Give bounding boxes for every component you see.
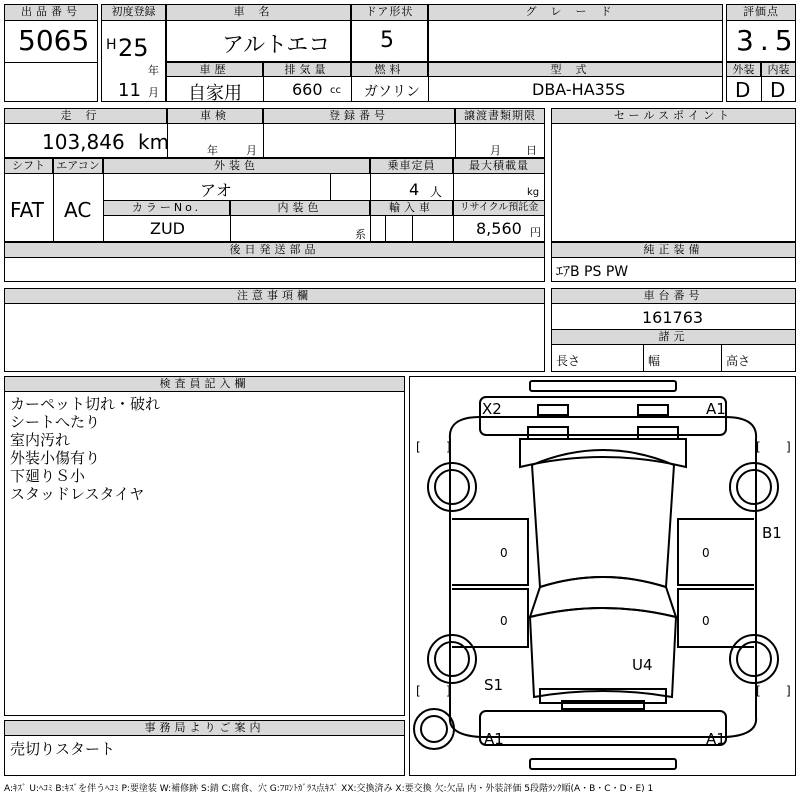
- car-name-value: アルトエコ: [222, 33, 331, 58]
- int-color-header: 内装色: [230, 200, 370, 216]
- first-reg-header: 初度登録: [101, 4, 166, 21]
- kg-unit: kg: [527, 187, 540, 198]
- lot-number-value: 5065: [18, 24, 90, 57]
- svg-text:]: ]: [446, 684, 451, 698]
- mark-bumper-right: A1: [706, 730, 726, 748]
- max-load-header: 最大積載量: [453, 158, 545, 174]
- lot-number-divider: [4, 62, 98, 63]
- recycle-value: 8,560: [476, 219, 522, 238]
- svg-text:[: [: [756, 684, 761, 698]
- aircon-value: AC: [64, 198, 92, 222]
- capacity-header: 乗車定員: [370, 158, 453, 174]
- office-header: 事務局よりご案内: [4, 720, 405, 736]
- sales-point-box: [551, 108, 796, 242]
- inspector-note: シートへたり: [10, 413, 101, 431]
- color-no-header: カラーNo.: [103, 200, 230, 216]
- mark-right-side: B1: [762, 524, 782, 542]
- svg-text:0: 0: [702, 546, 710, 560]
- divider: [230, 216, 231, 242]
- ext-color-value: アオ: [200, 181, 232, 200]
- legend: A:ｷｽﾞ U:ﾍｺﾐ B:ｷｽﾞを伴うﾍｺﾐ P:要塗装 W:補修跡 S:錆 C:腐食、穴 G:ﾌﾛﾝﾄｶﾞﾗｽ点ｷｽﾞ XX:交換済み X:要交換 欠:欠品 内・外装評価 5段階ﾗﾝｸ順(A・B・C・D・E) 1: [4, 784, 654, 794]
- recycle-header: リサイクル預託金: [453, 200, 545, 216]
- mark-front-right: A1: [706, 400, 726, 418]
- specs-header: 諸元: [551, 329, 796, 345]
- width-label: 幅: [648, 354, 661, 368]
- inspector-note: スタッドレスタイヤ: [10, 485, 145, 503]
- mark-bumper-left: A1: [484, 730, 504, 748]
- svg-text:[: [: [416, 684, 421, 698]
- divider: [385, 216, 386, 242]
- yen-unit: 円: [530, 226, 541, 239]
- inspector-notes-list: [10, 395, 160, 503]
- svg-text:]: ]: [786, 684, 791, 698]
- later-parts-header: 後日発送部品: [4, 242, 545, 258]
- divider: [428, 77, 429, 102]
- genuine-equip-value: ｴｱB PS PW: [556, 264, 629, 280]
- month-unit: 月: [148, 86, 159, 99]
- svg-text:0: 0: [500, 614, 508, 628]
- divider: [370, 216, 371, 242]
- divider: [721, 345, 722, 372]
- svg-text:0: 0: [500, 546, 508, 560]
- displacement-header: 排気量: [263, 62, 351, 77]
- inspection-year-unit: 年: [207, 144, 218, 157]
- mileage-header: 走行: [4, 108, 167, 124]
- score-header: 評価点: [726, 4, 796, 21]
- height-label: 高さ: [726, 354, 751, 368]
- aircon-header: エアコン: [53, 158, 103, 174]
- ext-color-header: 外装色: [103, 158, 370, 174]
- svg-text:0: 0: [702, 614, 710, 628]
- divider: [643, 345, 644, 372]
- history-header: 車歴: [166, 62, 263, 77]
- year-unit: 年: [148, 64, 159, 77]
- lot-number-header: 出品番号: [4, 4, 98, 21]
- door-header: ドア形状: [351, 4, 428, 21]
- mark-rear-left: S1: [484, 676, 504, 694]
- office-note: 売切りスタート: [10, 740, 116, 758]
- genuine-equip-header: 純正装備: [551, 242, 796, 258]
- divider: [330, 174, 331, 200]
- length-label: 長さ: [556, 354, 581, 368]
- inspector-note: 室内汚れ: [10, 431, 71, 449]
- kei-unit: 系: [355, 228, 366, 241]
- era-value: H: [106, 37, 117, 53]
- shift-value: FAT: [10, 198, 45, 222]
- interior-grade-value: D: [770, 78, 786, 102]
- divider: [412, 216, 413, 242]
- chassis-value: 161763: [642, 308, 704, 327]
- car-diagram-svg: [410, 377, 795, 775]
- inspection-header: 車検: [167, 108, 263, 124]
- svg-text:]: ]: [786, 440, 791, 454]
- transfer-day-unit: 日: [526, 144, 537, 157]
- inspector-note: カーペット切れ・破れ: [10, 395, 161, 413]
- inspector-note: 外装小傷有り: [10, 449, 101, 467]
- divider: [351, 77, 352, 102]
- model-header: 型式: [428, 62, 723, 77]
- shift-header: シフト: [4, 158, 53, 174]
- history-value: 自家用: [188, 83, 242, 104]
- grade-header: グレード: [428, 4, 723, 21]
- reg-no-header: 登録番号: [263, 108, 455, 124]
- transfer-month-unit: 月: [490, 144, 501, 157]
- chassis-header: 車台番号: [551, 288, 796, 304]
- divider: [263, 124, 264, 158]
- svg-text:[: [: [416, 440, 421, 454]
- transfer-header: 譲渡書類期限: [455, 108, 545, 124]
- door-value: 5: [380, 28, 394, 53]
- divider: [263, 77, 264, 102]
- car-diagram: [409, 376, 796, 776]
- mileage-value: 103,846: [42, 130, 125, 154]
- persons-unit: 人: [430, 185, 443, 199]
- mark-front-left: X2: [482, 400, 502, 418]
- km-unit: km: [138, 130, 170, 154]
- score-value: 3.5: [736, 24, 799, 57]
- exterior-header: 外装: [726, 62, 761, 77]
- inspector-note: 下廻りＳ小: [10, 467, 86, 485]
- color-no-value: ZUD: [150, 219, 185, 238]
- inspection-month-unit: 月: [246, 144, 257, 157]
- svg-text:]: ]: [446, 440, 451, 454]
- divider: [370, 174, 371, 200]
- inspector-header: 検査員記入欄: [4, 376, 405, 392]
- notes-header: 注意事項欄: [4, 288, 545, 304]
- cc-unit: cc: [330, 85, 341, 96]
- divider: [455, 124, 456, 158]
- divider: [53, 174, 54, 242]
- capacity-value: 4: [409, 180, 420, 199]
- exterior-grade-value: D: [735, 78, 751, 102]
- fuel-header: 燃料: [351, 62, 428, 77]
- model-value: DBA-HA35S: [532, 80, 626, 99]
- month-value: 11: [118, 80, 141, 101]
- year-value: 25: [118, 34, 149, 62]
- displacement-value: 660: [292, 80, 323, 99]
- mark-rear-center: U4: [632, 656, 653, 674]
- interior-header: 内装: [761, 62, 796, 77]
- svg-text:[: [: [756, 440, 761, 454]
- divider: [761, 77, 762, 102]
- import-header: 輸入車: [370, 200, 453, 216]
- fuel-value: ガソリン: [364, 84, 420, 100]
- sales-point-header: セールスポイント: [551, 108, 796, 124]
- car-name-header: 車名: [166, 4, 351, 21]
